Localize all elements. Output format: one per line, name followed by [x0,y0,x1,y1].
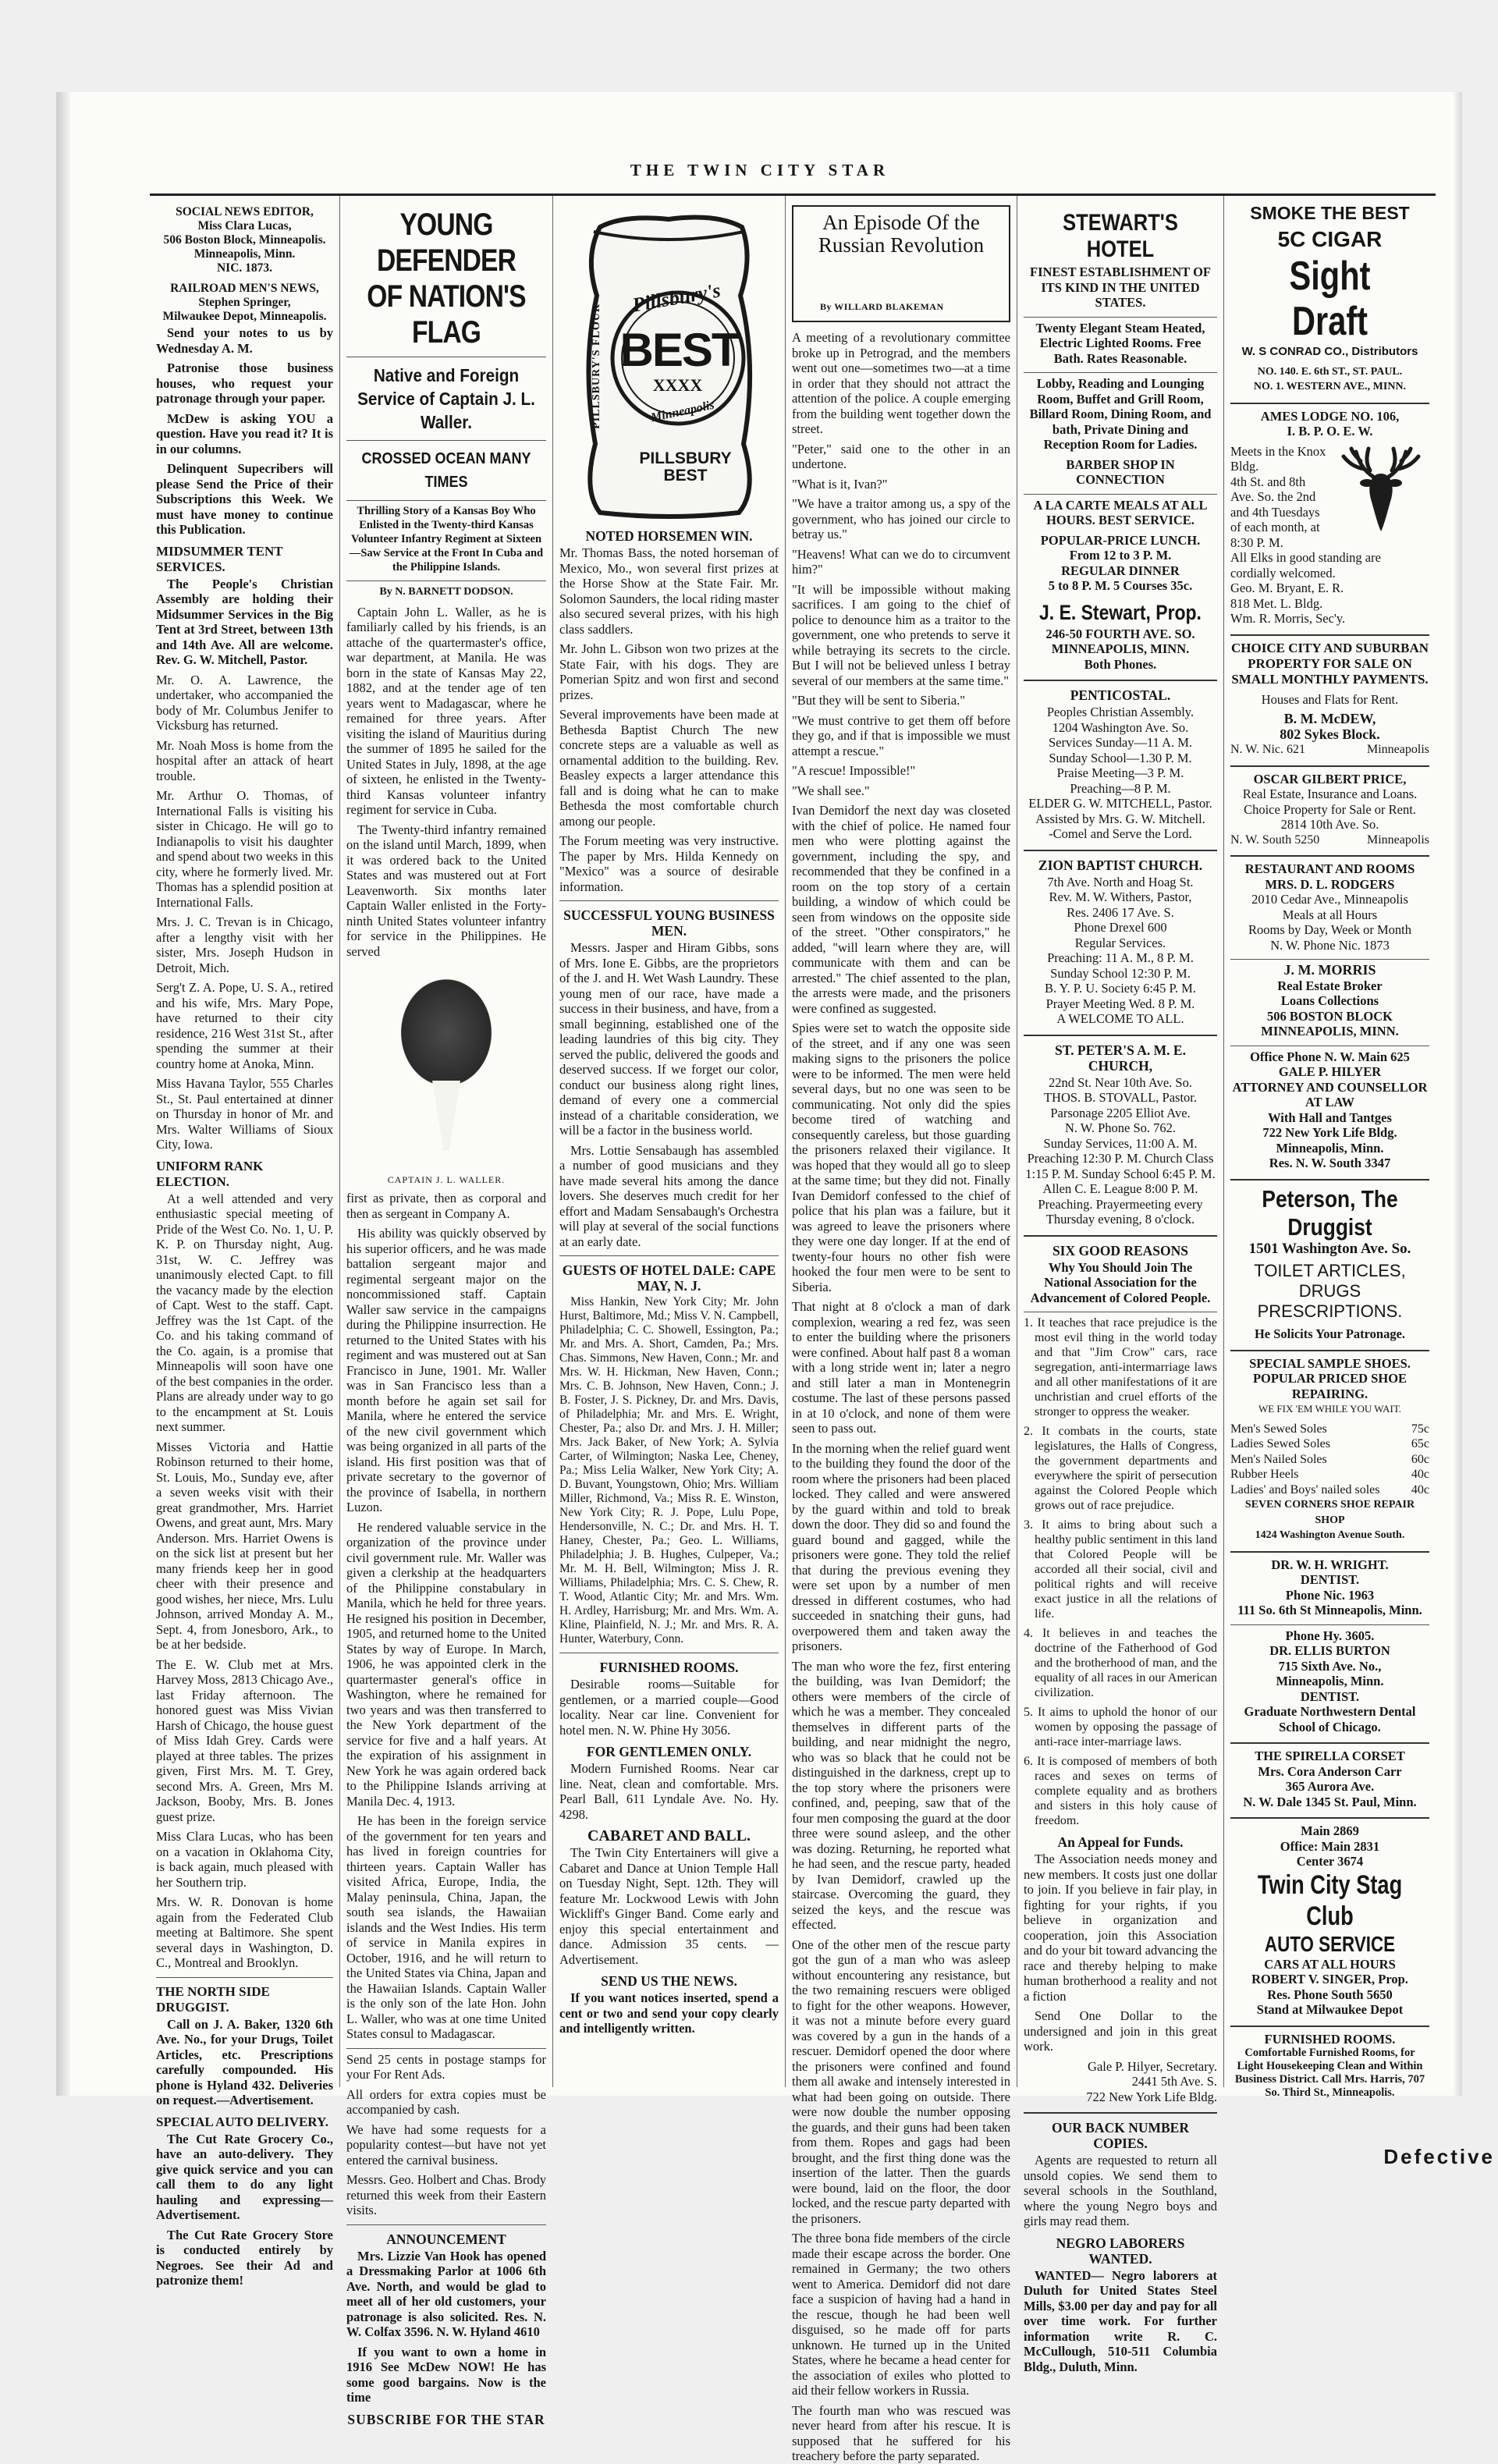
russian-episode-paragraph: "We have a traitor among us, a spy of the government, who has joined our circle to betray us." [792,496,1010,541]
social-item: Miss Clara Lucas, who has been on a vacation in Oklahoma City, is back again, much pleased with her Southern trip. [156,1829,333,1890]
defective-stamp: Defective [1383,2145,1495,2168]
shoe-price-row [1230,1467,1429,1482]
penticostal-line: -Comel and Serve the Lord. [1049,826,1192,841]
news-item: Mr. Thomas Bass, the noted horseman of Mexico, Mo., won several first prizes at the Horse Show at the State Fair. Mr. Solomon Saunders, the local riding master also secured several prizes, with his high class saddlers. [559,545,779,637]
zion-line: A WELCOME TO ALL. [1056,1011,1184,1026]
shoe-item: Ladies' and Boys' nailed soles [1230,1482,1380,1497]
zion-head: ZION BAPTIST CHURCH. [1038,857,1203,873]
hilyer-line: With Hall and Tantges [1268,1110,1392,1125]
penticostal-line: Praise Meeting—3 P. M. [1056,765,1184,780]
railroad-news-line: RAILROAD MEN'S NEWS, [170,282,319,295]
lunch-line: 5 to 8 P. M. 5 Courses 35c. [1048,578,1193,593]
waller-para-5: He rendered valuable service in the organization of the province under civil government rule. Mr. Waller was given a clerkship at the headquarters of the Philippine constabulary in Manila, which he held for three years. He resigned his position in December, 1905, and returned home to the United States by way of Europe. In March, 1906, he was appointed clerk in the quartermaster general's office in Washington, where he remained for two years and was then transferred to the New York department of the service for five and a half years. At the expiration of his assignment in New York he was again ordered back to the Philippine Islands arriving at Manila Dec. 4, 1913. [346,1519,546,1809]
rodgers-line: 2010 Cedar Ave., Minneapolis [1251,892,1408,907]
hilyer-line: Res. N. W. South 3347 [1269,1156,1391,1170]
russian-episode-paragraph: In the morning when the relief guard went to the building they found the door of the room where the prisoners had been placed locked. They called and were answered by the guard within and told to break down the door. They did so and found the guard bound and gagged, while the prisoners were gone. They told the relief that during the previous evening they were set upon by a number of men dressed in different costumes, who had succeeded in snatching their guns, had overpowered them and taken away the prisoners. [792,1440,1010,1653]
elk-head-icon [1333,447,1429,534]
furnished-rooms-ad-head: FURNISHED ROOMS. [1264,2031,1396,2047]
hilyer-line: Office Phone N. W. Main 625 [1250,1049,1410,1064]
stewarts-address-line: Both Phones. [1084,656,1157,672]
oscar-line: 2814 10th Ave. So. [1280,817,1379,832]
office-phone-line: Center 3674 [1296,1854,1364,1869]
st-peters-line: N. W. Phone So. 762. [1064,1120,1177,1135]
fix-while-wait: WE FIX 'EM WHILE YOU WAIT. [1258,1403,1402,1415]
social-item: Mr. Arthur O. Thomas, of International Falls is visiting his sister in Chicago. He will go to Indianapolis to visit his daughter and spend about two weeks in this city, where he formerly lived. Mr. Thomas has a splendid position at International Falls. [156,788,333,910]
shoe-price-row [1230,1436,1429,1452]
lunch-line: REGULAR DINNER [1061,563,1180,578]
seven-corners: SEVEN CORNERS SHOE REPAIR SHOP [1244,1499,1415,1526]
shoe-price: 60c [1411,1452,1429,1466]
russian-episode-title: An Episode Of the Russian Revolution [818,211,985,257]
russian-episode-paragraph: Ivan Demidorf the next day was closeted with the chief of police. He named four men who were plotting against the government, including the spy, and recommended that they be confined in a room on the top story of a certain building, a window of which could be seen from windows on the opposite side of the street. "Other conspirators," he added, "will learn where they are, will communicate with them and can be arrested." The chief assented to the plan, the arrests were made, and the prisoners were confined as suggested. [792,803,1010,1016]
druggist-text: Call on J. A. Baker, 1320 6th Ave. No., for your Drugs, Toilet Articles, etc. Prescriptions carefully compounded. His phone is Hyland 432. Deliveries on request.—Advertisement. [156,2016,333,2107]
horsemen-head: NOTED HORSEMEN WIN. [585,528,753,544]
russian-episode-paragraph: A meeting of a revolutionary committee broke up in Petrograd, and the members went out one—sometimes two—at a time in order that they should not attract the attention of the police. A couple emerging from the building went together down the street. [792,330,1010,436]
ames-lodge-line: All Elks in good standing are cordially welcomed. [1230,550,1381,580]
stag-club-line: Res. Phone South 5650 [1267,1986,1393,2002]
editor-note: All orders for extra copies must be accompanied by cash. [346,2086,546,2117]
naacp-reason: 2. It combats in the courts, state legislatures, the Halls of Congress, the government departments and everywhere the spirit of persecution against the Colored People which grows out of race prejudice. [1024,1425,1217,1512]
russian-episode-paragraph: One of the other men of the rescue party got the gun of a man who was asleep without encountering any resistance, but the two remaining rescuers were obliged to fight for the other weapons. However, it was not a minute before every guard was covered by a gun in the hands of a rescuer. Demidorf opened the door where the prisoners were confined and found them all awake and intensely interested in what had been going on outside. There were now double the number opposing the guards, and their guns had been taken from them. Ropes and gags had been brought, and the first thing done was the insertion of the latter. Then the guards were bound, laid on the floor, the door locked, and the rescue party departed with the prisoners. [792,1937,1010,2226]
signature-line: 2441 5th Ave. S. [1131,2074,1217,2089]
waller-para-1: Captain John L. Waller, as he is familiarly called by his friends, is an attache of the quartermaster's office, war department, at Manila. He was born in the state of Kansas May 22, 1882, and at the tender age of ten years went to Madagascar, where he remained for three years. After visiting the island of Mauritius during the summer of 1895 he sailed for the United States in July, 1898, at the age of sixteen, he enlisted in the Twenty-third Kansas volunteer infantry regiment for service in Cuba. [346,604,546,817]
sight-draft-brand: Sight Draft [1289,254,1371,344]
st-peters-line: 22nd St. Near 10th Ave. So. [1049,1074,1192,1090]
editor-note: Delinquent Supecribers will please Send the Price of their Subscriptions this Week. We must have money to continue this Publication. [156,461,333,537]
appeal-text: The Association needs money and new members. It costs just one dollar to join. If you believe in fair play, in fighting for your rights, if you believe in organization and cooperation, join this Association and do your bit toward advancing the race and thereby helping to make human brotherhood a reality and not a fiction [1024,1852,1217,2004]
waller-deck: Thrilling Story of a Kansas Boy Who Enlisted in the Twenty-third Kansas Volunteer Infantry Regiment at Sixteen—Saw Service at the Front In Cuba and the Philippine Islands. [349,505,544,573]
hilyer-line: 722 New York Life Bldg. [1262,1125,1397,1140]
stewarts-address-line: MINNEAPOLIS, MINN. [1051,641,1190,656]
druggist-head: THE NORTH SIDE DRUGGIST. [156,1983,270,2015]
business-men-text: Messrs. Jasper and Hiram Gibbs, sons of Mrs. Ione E. Gibbs, are the proprietors of the J. and H. Wet Wash Laundry. These young men of our race, have made a success in their business, and have, from a small beginning, established one of the leading laundries of this big city. They served the public, delivered the goods and deserved success. If we forget our color, conduct our business along right lines, demand of every one a commercial instead of a charitable consideration, we will be a factor in the business world. [559,940,779,1138]
zion-line: B. Y. P. U. Society 6:45 P. M. [1045,981,1196,996]
zion-line: Phone Drexel 600 [1074,920,1167,935]
sack-xxxx: XXXX [652,375,703,395]
wright-line: Phone Nic. 1963 [1285,1587,1375,1603]
restaurant-rooms: RESTAURANT AND ROOMS [1244,861,1415,876]
news-item: The Forum meeting was very instructive. The paper by Mrs. Hilda Kennedy on "Mexico" was a source of desirable information. [559,833,779,894]
st-peters-line: Sunday Services, 11:00 A. M. Preaching 12:30 P. M. Church Class 1:15 P. M. Sunday School 6:45 P. M. Allen C. E. League 8:00 P. M. Preaching. Prayermeeting every Thursday evening, 8 o'clock. [1025,1135,1216,1227]
laborers-head: NEGRO LABORERS WANTED. [1056,2235,1185,2267]
social-item: Mrs. J. C. Trevan is in Chicago, after a lengthy visit with her sister, Mrs. Joseph Hudson in Detroit, Mich. [156,914,333,975]
zion-line: Res. 2406 17 Ave. S. [1067,904,1174,920]
waller-para-6: He has been in the foreign service of the government for ten years and has lived in foreign countries for thirteen years. Captain Waller has visited Africa, Europe, India, the Malay peninsula, China, Japan, the south sea islands, the Hawaiian islands and the West Indies. His term of service in Manila expires in October, 1916, and he will return to the United States via China, Japan and the Hawaiian Islands. Captain Waller is the only son of the late Hon. John L. Waller, who was at one time United States consul to Madagascar. [346,1813,546,2041]
five-cent-cigar: 5C CIGAR [1277,227,1383,251]
russian-episode-paragraph: The man who wore the fez, first entering the building, was Ivan Demidorf; the others were members of the circle of which he was a member. They concealed themselves in different parts of the building, and near midnight the negro, who was so black that he could not be distinguished in the darkness, crept up to the top story where the prisoners were confined, and, peeping, saw that of the four men composing the guard at the door three were sound asleep, and the other was dozing. Returning, he reported what he had seen, and the rescue party, headed by Ivan Demidorf, crawled up the staircase. Overcoming the guard, they seized the keys, and the rescue was effected. [792,1658,1010,1932]
st-peters-line: THOS. B. STOVALL, Pastor. [1043,1090,1198,1105]
rodgers-line: Meals at all Hours [1282,907,1378,922]
tent-services-head: MIDSUMMER TENT SERVICES. [156,543,283,574]
stewarts-carte: A LA CARTE MEALS AT ALL HOURS. BEST SERVICE. [1033,497,1208,527]
social-item: Mr. Noah Moss is home from the hospital after an attack of heart trouble. [156,737,333,783]
column-1 [150,196,339,2288]
sack-best: BEST [619,324,739,376]
masthead: THE TWIN CITY STAR [630,161,890,179]
furnished-rooms-head: FURNISHED ROOMS. [599,1660,739,1675]
social-item: Mrs. W. R. Donovan is home again from the Federated Club meeting at Baltimore. She spent several days in Washington, D. C., Montreal and Brooklyn. [156,1894,333,1970]
stewarts-prop: J. E. Stewart, Prop. [1039,600,1202,624]
zion-line: Rev. M. W. Withers, Pastor, [1049,889,1192,904]
conrad-distributors: W. S CONRAD CO., Distributors [1241,345,1418,358]
zion-line: 7th Ave. North and Hoag St. [1047,874,1194,889]
russian-episode-title-box [792,205,1010,322]
wright-line: DR. W. H. WRIGHT. [1271,1557,1389,1572]
social-item: The E. W. Club met at Mrs. Harvey Moss, 2813 Chicago Ave., last Friday afternoon. The honored guest was Miss Vivian Harsh of Chicago, the house guest of Miss Idah Grey. Cards were played at three tables. The prizes given, First Mrs. M. T. Grey, second Mrs. A. Green, Mrs M. Jackson, Booby, Mrs. B. Jones guest prize. [156,1656,333,1824]
furnished-rooms-ad-text: Comfortable Furnished Rooms, for Light Housekeeping Clean and Within Business District. Call Mrs. Harris, 707 So. Third St., Minneapolis. [1234,2047,1425,2099]
cut-rate-text: The Cut Rate Grocery Store is conducted entirely by Negroes. See their Ad and patronize them! [156,2227,333,2288]
column-grid [150,193,1436,2463]
hotel-dale-guests: Miss Hankin, New York City; Mr. John Hurst, Baltimore, Md.; Miss V. N. Campbell, Philadelphia; C. C. Showell, Essington, Pa.; Mr. and Mrs. A. Short, Camden, Pa.; Mrs. Chas. Simmons, New Haven, Conn.; Mr. and Mrs. W. H. Hickman, New Haven, Conn.; Mrs. C. B. Johnson, New Haven, Conn.; J. B. Foster, J. S. Pickney, Dr. and Mrs. Davis, of Philadelphia; Mr. and Mrs. E. Wright, Chester, Pa.; also Dr. and Mrs. J. H. Miller; Mrs. Jack Baker, of New York; A. Sylvia Carter, of Wilmington; Naska Lee, Cheney, Pa.; Miss Lelia Walker, New York City; A. D. Buvant, Youngstown, Ohio; Mrs. William Miller, Richmond, Va.; Miss R. E. Winston, New York City; R. J. Pope, Lulu Pope, Hendersonville, N. C.; Dr. and Mrs. H. T. Haney, Chester, Pa.; Geo. L. Williams, Philadelphia; J. B. Hughes, Culpeper, Va.; Mr. M. H. Bell, Wilmington; Miss J. R. Williams, Philadelphia; Mrs. C. S. Chew, R. T. Wood, Atlantic City; Mr. and Mrs. Wm. H. Ardley, Harrisburg; Mr. and Mrs. Wm. A. Kline, Plainfield, N. J.; Mr. and Mrs. R. A. Hunter, Waterbury, Conn. [559,1295,779,1646]
russian-episode-paragraph: That night at 8 o'clock a man of dark complexion, wearing a red fez, was seen to enter the building where the prisoners were confined. About half past 8 a woman with a long stride went in; later a negro and still later a man in Montenegrin costume. The last of these persons passed in at 10 o'clock, and none of them were seen to pass out. [792,1299,1010,1436]
zion-line: Preaching: 11 A. M., 8 P. M. [1047,950,1194,965]
lunch-line: From 12 to 3 P. M. [1069,548,1172,563]
hilyer-line: ATTORNEY AND COUNSELLOR AT LAW [1232,1079,1428,1110]
zion-line: Sunday School 12:30 P. M. [1050,965,1191,981]
sack-foot: PILLSBURY BEST [639,449,732,485]
hilyer-line: GALE P. HILYER [1278,1064,1382,1079]
ipoew: I. B. P. O. E. W. [1287,424,1373,438]
naacp-reason: 3. It aims to bring about such a healthy public sentiment in this land that Colored People will be accorded all their social, civil and political rights and will receive exact justice in all the relations of life. [1024,1518,1217,1621]
news-item: Mr. John L. Gibson won two prizes at the State Fair, with his dogs. They are Pomerian Spitz and won first and second prizes. [559,641,779,702]
railroad-news-line: Milwaukee Depot, Minneapolis. [162,310,327,323]
office-phone-line: Main 2869 [1301,1823,1359,1838]
auto-delivery-text: The Cut Rate Grocery Co., have an auto-delivery. They give quick service and you can call them to do any light hauling and expressing—Advertisement. [156,2131,333,2222]
naacp-reason: 6. It is composed of members of both races and sexes on terms of complete equality and as brothers and sisters in this holy cause of freedom. [1024,1755,1217,1827]
solicits: He Solicits Your Patronage. [1254,1326,1406,1341]
uniform-rank-text: At a well attended and very enthusiastic special meeting of Pride of the West Co. No. 1, U. P. K. P. on Thursday night, Aug. 31st, W. C. Jeffrey was unanimously elected Capt. to fill the vacancy made by the election of Capt. West to the staff. Capt. Jeffrey was the 1st Capt. of the Co. and his taking command of the Co. again, is a promise that Minneapolis will soon have one of the best companies in the order. Plans are already under way to go to the encampment at St. Louis next summer. [156,1191,333,1434]
spirella-line: THE SPIRELLA CORSET [1255,1749,1405,1763]
russian-episode-paragraph: Spies were set to watch the opposite side of the street, and if any one was seen making signs to the prisoners the police were to be informed. The men were held several days, but no one was seen to be communicating. Not only did the spies become tired of watching and consequently careless, but those guarding the prisoners relaxed their vigilance. It was hoped that they would all go to sleep at the same time; but they did not. Finally Ivan Demidorf confessed to the chief of police that his plan was a failure, but it was agreed to leave the prisoners where they were one day longer. If at the end of twenty-four hours no other fish were hooked the four men were to be sent to Siberia. [792,1021,1010,1294]
stewarts-rooms: Twenty Elegant Steam Heated, Electric Lighted Rooms. Free Bath. Rates Reasonable. [1035,320,1205,366]
spirella-line: N. W. Dale 1345 St. Paul, Minn. [1243,1794,1417,1809]
burton-line: Minneapolis, Minn. [1276,1674,1384,1688]
ames-lodge-line: 4th St. and 8th Ave. So. the 2nd and 4th Tuesdays of each month, at 8:30 P. M. [1230,474,1320,550]
stag-club-line: ROBERT V. SINGER, Prop. [1251,1972,1408,1986]
ames-lodge-line: Wm. R. Morris, Sec'y. [1230,611,1346,626]
column-6 [1224,196,1436,2099]
six-reasons-sub: Why You Should Join The National Association for the Advancement of Colored People. [1030,1259,1211,1305]
sample-shoes: SPECIAL SAMPLE SHOES. [1249,1355,1411,1371]
penticostal-line: Sunday School—1.30 P. M. [1049,750,1192,765]
penticostal-line: ELDER G. W. MITCHELL, Pastor. [1028,796,1212,811]
shoe-price-row [1230,1482,1429,1498]
shoe-price-row [1230,1422,1429,1437]
back-number-text: Agents are requested to return all unsold copies. We send them to several schools in the Southland, where the young Negro boys and girls may read them. [1024,2153,1217,2228]
penticostal-line: 1204 Washington Ave. So. [1052,719,1189,735]
russian-episode-paragraph: The three bona fide members of the circle made their escape across the border. One remained in Germany; the two others went to America. Demidorf did not dare face a suspicion of having had a hand in the rescue, though he had been well disguised, so he made off for parts unknown. He turned up in the United States, where he became a head center for the association of exiles who plotted to aid their fellow workers in Russia. [792,2231,1010,2398]
oscar-line: Real Estate, Insurance and Loans. [1242,786,1418,801]
laborers-text: WANTED— Negro laborers at Duluth for United States Steel Mills, $3.00 per day and pay for all over time work. For further information write R. C. McCullough, 510-511 Columbia Bldg., Duluth, Minn. [1024,2267,1217,2374]
spirella-line: 365 Aurora Ave. [1285,1779,1375,1794]
russian-episode-paragraph: "Heavens! What can we do to circumvent him?" [792,546,1010,577]
peterson-druggist: Peterson, The Druggist [1262,1184,1398,1241]
ames-lodge-line: 818 Met. L. Bldg. [1230,595,1323,611]
cabaret-head: CABARET AND BALL. [587,1827,751,1844]
editor-note: Send your notes to us by Wednesday A. M. [156,325,333,356]
naacp-reason: 1. It teaches that race prejudice is the most evil thing in the world today and that "Jim Crow" cars, race segregation, anti-intermarriage laws and all other manifestations of it are unchristian and cruel efforts of the stronger to oppress the weaker. [1024,1316,1217,1418]
social-editor-line: NIC. 1873. [216,261,273,275]
send-news-head: SEND US THE NEWS. [601,1973,737,1989]
shoe-item: Ladies Sewed Soles [1230,1437,1330,1450]
waller-portrait [365,964,527,1173]
waller-subhead: Native and Foreign Service of Captain J. L. Waller. [357,365,535,432]
office-phone-line: Office: Main 2831 [1280,1838,1380,1854]
russian-episode-paragraph: "It will be impossible without making sacrifices. I am going to the chief of police to denounce him as a traitor to the government, one who pretends to serve it while betraying its secrets to the circle. But I will not be believed unless I betray several of our members at the same time." [792,581,1010,688]
stewarts-finest: FINEST ESTABLISHMENT OF ITS KIND IN THE UNITED STATES. [1030,265,1211,310]
smoke-best: SMOKE THE BEST [1250,203,1410,223]
railroad-news-line: Stephen Springer, [198,296,291,309]
rodgers-line: N. W. Phone Nic. 1873 [1270,937,1390,953]
lunch-line: POPULAR-PRICE LUNCH. [1040,532,1201,548]
burton-line: DENTIST. [1300,1688,1360,1704]
waller-headline: YOUNG DEFENDER OF NATION'S FLAG [367,208,526,350]
editor-note: McDew is asking YOU a question. Have you read it? It is in our columns. [156,410,333,456]
russian-episode-paragraph: The fourth man who was rescued was never heard from after his rescue. It is supposed that he suffered for his treachery before the party separated. [792,2402,1010,2463]
penticostal-line: Preaching—8 P. M. [1070,780,1171,796]
cabaret-text: The Twin City Entertainers will give a Cabaret and Dance at Union Temple Hall on Tuesday Night, Sept. 12th. They will feature Mr. Lockwood Lewis with John Wickliff's Ginger Band. Come early and enjoy this special entertainment and dance. Admission 35 cents. —Advertisement. [559,1845,779,1967]
editor-note: Messrs. Geo. Holbert and Chas. Brody returned this week from their Eastern visits. [346,2172,546,2217]
mcdew-phone: N. W. Nic. 621 Minneapolis [1230,743,1429,756]
shoe-item: Men's Sewed Soles [1230,1422,1327,1436]
shoe-price: 75c [1411,1422,1429,1436]
hotel-dale-head: GUESTS OF HOTEL DALE: CAPE MAY, N. J. [562,1262,776,1294]
business-men-head: SUCCESSFUL YOUNG BUSINESS MEN. [563,907,775,939]
mcdew-line: 802 Sykes Block. [1280,726,1380,742]
conrad-address-1: NO. 140. E. 6th ST., ST. PAUL. [1257,365,1403,378]
shoe-price-row [1230,1452,1429,1468]
appeal-send: Send One Dollar to the undersigned and join in this great work. [1024,2008,1217,2054]
mcdew-home-text: If you want to own a home in 1916 See McDew NOW! He has some good bargains. Now is the time [346,2344,546,2405]
ames-lodge: AMES LODGE NO. 106, [1260,408,1400,424]
waller-para-2: The Twenty-third infantry remained on the island until March, 1899, when it was ordered back to the United States and was mustered out at Fort Leavenworth. Six months later Captain Waller enlisted in the Forty-ninth United States volunteer infantry for service in the Philippines. He served [346,822,546,959]
wright-line: DENTIST. [1300,1572,1360,1587]
waller-para-3: first as private, then as corporal and then as sergeant in Company A. [346,1191,546,1221]
st-peters-head: ST. PETER'S A. M. E. CHURCH, [1055,1042,1186,1074]
burton-line: Graduate Northwestern Dental [1244,1704,1416,1719]
signature-line: 722 New York Life Bldg. [1086,2089,1217,2104]
shoe-price: 40c [1411,1468,1429,1481]
morris-line: Loans Collections [1280,993,1379,1008]
column-5 [1017,196,1223,2374]
rodgers-line: Rooms by Day, Week or Month [1248,922,1412,937]
penticostal-line: Services Sunday—11 A. M. [1048,735,1193,750]
russian-episode-paragraph: "We shall see." [792,783,870,798]
send-news-text: If you want notices inserted, spend a cent or two and send your copy clearly and intelligently written. [559,1990,779,2036]
sensabaugh-text: Mrs. Lottie Sensabaugh has assembled a number of good musicians and they have made several hits among the dance lovers. She deserves much credit for her effort and Madam Sensabaugh's Orchestra will play at several of the social functions at an early date. [559,1142,779,1249]
shoe-price: 40c [1411,1482,1429,1497]
pillsbury-flour-sack [577,210,762,522]
stewarts-hotel-title: STEWART'S HOTEL [1063,210,1178,262]
russian-episode-paragraph: "But they will be sent to Siberia." [792,693,965,708]
social-editor-line: Miss Clara Lucas, [197,219,292,233]
stag-club: Twin City Stag Club [1257,1869,1403,1931]
signature-line: Gale P. Hilyer, Secretary. [1088,2058,1217,2074]
toilet-articles: TOILET ARTICLES, DRUGS PRESCRIPTIONS. [1254,1261,1406,1321]
burton-line: DR. ELLIS BURTON [1269,1643,1390,1658]
morris-name: J. M. MORRIS [1283,962,1376,978]
stewarts-lobby: Lobby, Reading and Lounging Room, Buffet and Grill Room, Billard Room, Dining Room, and bath, Private Dining and Reception Room for Ladies. [1029,376,1212,452]
zion-line: Regular Services. [1074,935,1166,950]
column-3 [553,196,785,2087]
gentlemen-head: FOR GENTLEMEN ONLY. [586,1744,752,1759]
conrad-address-2: NO. 1. WESTERN AVE., MINN. [1253,381,1407,392]
auto-delivery-head: SPECIAL AUTO DELIVERY. [156,2114,328,2129]
announcement-head: ANNOUNCEMENT [386,2231,506,2247]
social-item: Mr. O. A. Lawrence, the undertaker, who accompanied the body of Mr. Columbus Jenifer to Vicksburg has returned. [156,672,333,733]
announcement-text: Mrs. Lizzie Van Hook has opened a Dressmaking Parlor at 1006 6th Ave. North, and would be glad to meet all of her old customers, your patronage is also solicited. Res. N. W. Colfax 3596. N. W. Hyland 4610 [346,2248,546,2339]
six-reasons-head: SIX GOOD REASONS [1052,1242,1189,1259]
column-2 [340,196,552,2427]
russian-episode-paragraph: "What is it, Ivan?" [792,476,888,492]
social-editor-line: Minneapolis, Minn. [193,247,296,261]
waller-caption: CAPTAIN J. L. WALLER. [387,1174,506,1185]
sack-mills: Minneapolis [649,398,715,425]
social-item: Misses Victoria and Hattie Robinson returned to their home, St. Louis, Mo., Sunday eve, after a seven weeks visit with their great grandmother, Mrs. Harriet Owens, and great aunt, Mrs. Mary Anderson. Mrs. Harriet Owens is on the sick list at present but her many friends keep her in good cheer with their presence and good wishes, her niece, Mrs. Lulu Johnson, arrived Monday A. M., Sept. 4, from Jonesboro, Ark., to be at her bedside. [156,1439,333,1652]
shoe-item: Rubber Heels [1230,1468,1299,1481]
penticostal-line: Assisted by Mrs. G. W. Mitchell. [1035,811,1205,826]
stewarts-barber: BARBER SHOP IN CONNECTION [1066,456,1175,487]
column-4 [786,196,1017,2463]
appeal-head: An Appeal for Funds. [1057,1834,1184,1850]
editor-note: Send 25 cents in postage stamps for your For Rent Ads. [346,2051,546,2082]
rodgers-name: MRS. D. L. RODGERS [1265,876,1395,892]
mcdew-line: B. M. McDEW, [1283,711,1376,726]
editor-note: Patronise those business houses, who request your patronage through your paper. [156,360,333,406]
shoe-repairing: POPULAR PRICED SHOE REPAIRING. [1252,1371,1407,1401]
hilyer-line: Minneapolis, Minn. [1276,1140,1384,1156]
burton-line: 715 Sixth Ave. No., [1278,1658,1382,1674]
shoe-price: 65c [1411,1437,1429,1450]
waller-para-4: His ability was quickly observed by his superior officers, and he was made battalion sergeant major and regimental sergeant major on the noncommissioned staff. Captain Waller saw service in the campaigns during the Philippine insurrection. He returned to the United States with his regiment and was mustered out at San Francisco in June, 1901. Mr. Waller was in San Francisco less than a month before he again set sail for Manila, where he entered the service of the new civil government which was being organized in all parts of the island. His first position was that of private secretary to the governor of the province of Isabella, in northern Luzon. [346,1226,546,1514]
oscar-phone: N. W. South 5250 Minneapolis [1230,833,1429,847]
russian-episode-byline: By WILLARD BLAKEMAN [820,301,944,312]
russian-episode-paragraph: "A rescue! Impossible!" [792,763,916,778]
editor-note: We have had some requests for a popularity contest—but have not yet entered the carnival business. [346,2121,546,2168]
russian-episode-paragraph: "We must contrive to get them off before they go, and if that is impossible we must attempt a rescue." [792,712,1010,758]
houses-flats: Houses and Flats for Rent. [1261,691,1399,707]
naacp-reason: 5. It aims to uphold the honor of our women by opposing the passage of anti-race inter-marriage laws. [1024,1706,1217,1749]
stag-club-line: CARS AT ALL HOURS [1264,1956,1396,1972]
choice-property: CHOICE CITY AND SUBURBAN PROPERTY FOR SALE ON SMALL MONTHLY PAYMENTS. [1231,640,1429,687]
penticostal-head: PENTICOSTAL. [1070,687,1171,703]
peterson-address: 1501 Washington Ave. So. [1248,1240,1411,1257]
stewarts-address-line: 246-50 FOURTH AVE. SO. [1045,626,1195,641]
oscar-price: OSCAR GILBERT PRICE, [1253,771,1407,786]
waller-byline: By N. BARNETT DODSON. [379,586,513,598]
ames-lodge-line: Geo. M. Bryant, E. R. [1230,580,1344,595]
burton-line: Phone Hy. 3605. [1285,1628,1375,1643]
naacp-reason: 4. It believes in and teaches the doctrine of the Fatherhood of God and the brotherhood of man, and the equality of all races in our American civilization. [1024,1627,1217,1699]
oscar-line: Choice Property for Sale or Rent. [1244,801,1416,817]
morris-line: Real Estate Broker [1277,978,1383,993]
seven-corners-address: 1424 Washington Avenue South. [1255,1529,1405,1541]
furnished-rooms-text: Desirable rooms—Suitable for gentlemen, or a married couple—Good locality. Near car line. Convenient for hotel men. N. W. Phine Hy 3056. [559,1677,779,1738]
gentlemen-text: Modern Furnished Rooms. Near car line. Neat, clean and comfortable. Mrs. Pearl Ball, 611 Lyndale Ave. No. Hy. 4298. [559,1761,779,1822]
stag-club-line: Stand at Milwaukee Depot [1256,2002,1404,2017]
uniform-rank-head: UNIFORM RANK ELECTION. [156,1158,264,1189]
news-item: Several improvements have been made at Bethesda Baptist Church The new concrete steps are a valuable as well as ornamental addition to the building. Rev. Beasley expects a larger attendance this fall and is doing what he can to make Bethesda the most comfortable church among our people. [559,707,779,829]
tent-services-text: The People's Christian Assembly are holding their Midsummer Services in the Big Tent at 3rd Street, between 13th and 14th Ave. All are welcome. Rev. G. W. Mitchell, Pastor. [156,576,333,667]
morris-line: MINNEAPOLIS, MINN. [1261,1024,1399,1039]
auto-service: AUTO SERVICE [1264,1931,1396,1956]
subscribe-banner: SUBSCRIBE FOR THE STAR [347,2411,545,2427]
ames-lodge-line: Meets in the Knox Bldg. [1230,443,1326,474]
sack-side-text: PILLSBURY'S FLOUR [590,304,602,429]
social-item: Miss Havana Taylor, 555 Charles St., St. Paul entertained at dinner on Thursday in honor of Mr. and Mrs. Walter Williams of Sioux City, Iowa. [156,1076,333,1152]
spirella-line: Mrs. Cora Anderson Carr [1258,1763,1402,1779]
social-editor-line: SOCIAL NEWS EDITOR, [176,205,314,218]
social-editor-line: 506 Boston Block, Minneapolis. [163,233,326,247]
st-peters-line: Parsonage 2205 Elliot Ave. [1050,1105,1191,1120]
waller-subhead-2: CROSSED OCEAN MANY TIMES [361,450,531,491]
social-item: Serg't Z. A. Pope, U. S. A., retired and his wife, Mrs. Mary Pope, have returned to their city residence, 216 West 31st St., after spending the summer at their country home at Anoka, Minn. [156,980,333,1071]
zion-line: Prayer Meeting Wed. 8 P. M. [1045,996,1195,1011]
russian-episode-paragraph: "Peter," said one to the other in an undertone. [792,441,1010,471]
burton-line: School of Chicago. [1279,1719,1381,1734]
morris-line: 506 BOSTON BLOCK [1266,1008,1393,1024]
sack-brand: Pillsbury's [630,279,722,317]
penticostal-line: Peoples Christian Assembly. [1046,705,1194,719]
shoe-item: Men's Nailed Soles [1230,1452,1327,1466]
wright-line: 111 So. 6th St Minneapolis, Minn. [1237,1603,1422,1617]
back-number-head: OUR BACK NUMBER COPIES. [1052,2120,1189,2151]
